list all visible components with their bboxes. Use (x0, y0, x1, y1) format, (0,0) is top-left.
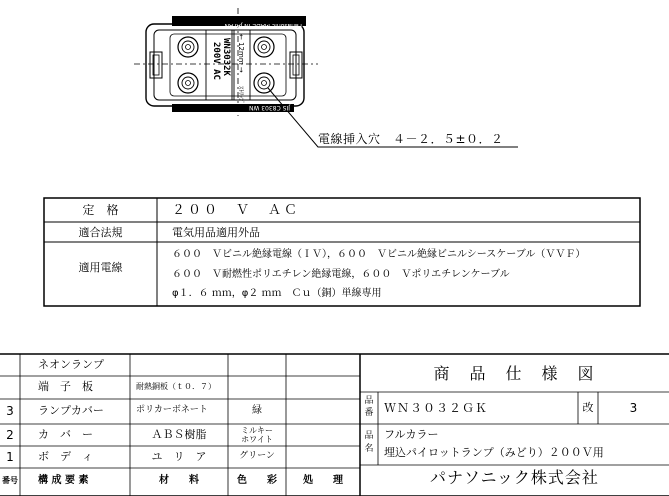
spec-value-wire-line2: ６００ Ｖ耐燃性ポリエチレン絶縁電線，６００ Ｖポリエチレンケーブル (172, 269, 510, 280)
bom-part-terminal: 端 子 板 (38, 380, 93, 393)
bom-part-body: ボ デ ィ (38, 450, 93, 463)
bom-color-body: グリーン (239, 451, 275, 461)
label-top-text: Panasonic MADE IN JAPAN (224, 22, 302, 29)
bom-material-body: ユ リ ア (151, 450, 207, 463)
bom-part-neon: ネオンランプ (38, 358, 104, 371)
bom-header-process: 処 理 (303, 475, 343, 486)
bom-no-1: 1 (6, 450, 14, 464)
bom-header-no: 番号 (2, 476, 18, 485)
label-bottom-text: JIS C8303 WN (248, 104, 290, 111)
spec-value-wire-line1: ６００ Ｖビニル絶縁電線（ＩＶ），６００ Ｖビニル絶縁ビニルシースケーブル（ＶＶＦ） (172, 249, 586, 260)
model-stamp: WN3032K (221, 38, 231, 76)
rating-stamp: 200V AC (211, 42, 221, 80)
bom-header-material: 材 料 (159, 475, 199, 486)
revision-value: 3 (629, 401, 638, 415)
hinmei-line1: フルカラー (384, 428, 439, 441)
bom-color-lampcover: 緑 (252, 405, 262, 416)
hinmei-label: 品 名 (364, 431, 374, 454)
revision-label: 改 (582, 401, 594, 414)
spec-value-rating: ２００ Ｖ ＡＣ (172, 203, 301, 218)
spec-label-rating: 定 格 (82, 203, 119, 217)
spec-value-wire-line3: φ１．６ ｍｍ，φ２ ｍｍ Ｃｕ（銅）単線専用 (172, 288, 382, 299)
hinban-label: 品 番 (364, 396, 374, 418)
wire-hole-callout: 電線挿入穴 ４－２．５±０．２ (318, 132, 504, 146)
hinmei-line2: 埋込パイロットランプ（みどり）２００Ｖ用 (384, 446, 604, 459)
strip-label: ｽﾄﾘｯﾌﾟ (237, 86, 244, 105)
bom-header-color: 色 彩 (237, 475, 277, 486)
bom-material-lampcover: ポリカーボネート (136, 405, 208, 415)
bom-part-cover: カ バ ー (38, 428, 93, 441)
spec-label-wire: 適用電線 (78, 261, 123, 274)
bom-no-2: 2 (6, 428, 14, 442)
bom-material-cover: ＡＢＳ樹脂 (151, 428, 207, 441)
doc-title: 商 品 仕 様 図 (433, 364, 596, 383)
company-name: パナソニック株式会社 (430, 468, 599, 487)
hinban-value: ＷＮ３０３２ＧＫ (384, 401, 489, 415)
bom-material-terminal: 耐熱銅板（ｔ０．７） (136, 382, 216, 391)
spec-label-regulation: 適合法規 (78, 226, 123, 239)
bom-color-cover: ミルキー ホワイト (241, 426, 273, 444)
bom-part-lampcover: ランプカバー (38, 404, 104, 417)
bom-header-part: 構 成 要 素 (38, 475, 89, 486)
spec-value-regulation: 電気用品適用外品 (172, 226, 260, 239)
bom-no-3: 3 (6, 404, 14, 418)
strip-gauge: ← 12mm → (237, 34, 245, 73)
